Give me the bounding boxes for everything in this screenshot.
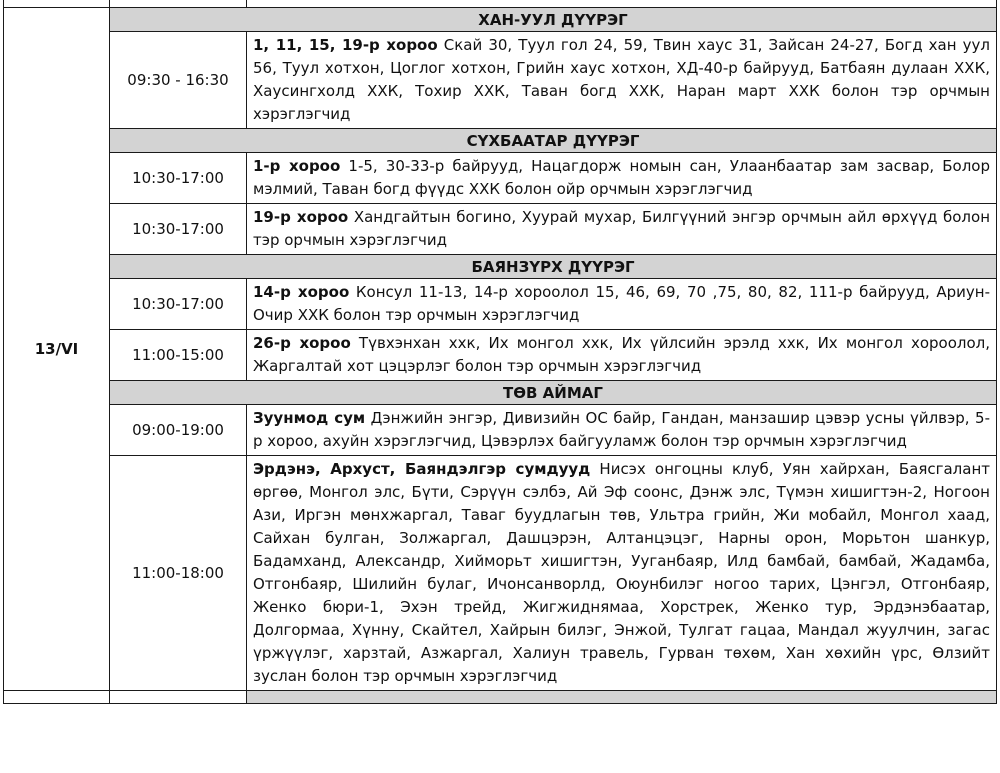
affected-area-description — [247, 330, 997, 381]
district-header-row — [4, 129, 997, 153]
district-header-row — [4, 255, 997, 279]
khoroo-label: Эрдэнэ, Архуст, Баяндэлгэр сумдууд — [253, 460, 591, 478]
previous-row-fragment — [4, 0, 997, 8]
khoroo-label: 19-р хороо — [253, 208, 349, 226]
khoroo-label: 26-р хороо — [253, 334, 351, 352]
khoroo-label: 14-р хороо — [253, 283, 350, 301]
affected-area-description — [247, 405, 997, 456]
district-header-row — [4, 381, 997, 405]
affected-consumers-text: Түвхэнхан ххк, Их монгол ххк, Их үйлсийн эрэлд ххк, Их монгол хороолол, Жаргалтай хот цэцэрлэг болон тэр орчмын хэрэглэгчид — [253, 334, 990, 375]
schedule-row — [4, 153, 997, 204]
district-header: СҮХБААТАР ДҮҮРЭГ — [110, 129, 997, 153]
time-range: 09:30 - 16:30 — [110, 32, 247, 129]
khoroo-label: Зуунмод сум — [253, 409, 366, 427]
affected-area-description — [247, 32, 997, 129]
khoroo-label: 1-р хороо — [253, 157, 341, 175]
schedule-row — [4, 405, 997, 456]
affected-area-description — [247, 204, 997, 255]
affected-area-description — [247, 279, 997, 330]
date-cell: 13/VI — [4, 8, 110, 691]
schedule-row — [4, 32, 997, 129]
affected-consumers-text: Консул 11-13, 14-р хороолол 15, 46, 69, 70 ,75, 80, 82, 111-р байрууд, Ариун-Очир ХХК болон тэр орчмын хэрэглэгчид — [253, 283, 990, 324]
district-header-row — [4, 8, 997, 32]
district-header: ТӨВ АЙМАГ — [110, 381, 997, 405]
schedule-row — [4, 330, 997, 381]
time-range: 09:00-19:00 — [110, 405, 247, 456]
schedule-row — [4, 204, 997, 255]
affected-consumers-text: Скай 30, Туул гол 24, 59, Твин хаус 31, Зайсан 24-27, Богд хан уул 56, Туул хотхон, Цоглог хотхон, Грийн хаус хотхон, ХД-40-р байрууд, Батбаян дулаан ХХК, Хаусингхолд ХХК, Тохир ХХК, Таван богд ХХК, Наран март ХХК болон тэр орчмын хэрэглэгчид — [253, 36, 990, 123]
time-range: 10:30-17:00 — [110, 153, 247, 204]
schedule-row — [4, 279, 997, 330]
affected-consumers-text: Нисэх онгоцны клуб, Уян хайрхан, Баясгалант өргөө, Монгол элс, Бүти, Сэрүүн сэлбэ, Ай Эф соонс, Дэнж элс, Түмэн хишигтэн-2, Ногоон Ази, Иргэн мөнхжаргал, Таваг буудлагын төв, Ультра грийн, Жи мобайл, Монгол хаад, Сайхан булган, Золжаргал, Дашцэрэн, Алтанцэцэг, Нарны орон, Морьтон шанкур, Бадамханд, Александр, Хийморьт хишигтэн, Ууганбаяр, Илд бамбай, бамбай, Жадамба, Отгонбаяр, Шилийн булаг, Ичонсанворлд, Оюунбилэг ногоо тарих, Цэнгэл, Отгонбаяр, Женко бюри-1, Эхэн трейд, Жигжиднямаа, Хорстрек, Женко тур, Эрдэнэбаатар, Долгормаа, Хүнну, Скайтел, Хайрын билэг, Энжой, Тулгат гацаа, Мандал жуулчин, загас үржүүлэг, харзтай, Азжаргал, Халиун травель, Гурван төхөм, Хан хөхийн үрс, Өлзийт зуслан болон тэр орчмын хэрэглэгчид — [253, 460, 991, 685]
district-header: ХАН-УУЛ ДҮҮРЭГ — [110, 8, 997, 32]
affected-consumers-text: Хандгайтын богино, Хуурай мухар, Билгүүний энгэр орчмын айл өрхүүд болон тэр орчмын хэрэглэгчид — [253, 208, 990, 249]
time-range: 11:00-15:00 — [110, 330, 247, 381]
time-range: 10:30-17:00 — [110, 279, 247, 330]
schedule-row — [4, 456, 997, 691]
outage-schedule-table — [3, 0, 997, 704]
next-row-fragment — [4, 691, 997, 704]
affected-area-description — [247, 153, 997, 204]
time-range: 10:30-17:00 — [110, 204, 247, 255]
affected-consumers-text: 1-5, 30-33-р байрууд, Нацагдорж номын сан, Улаанбаатар зам засвар, Болор мэлмий, Таван богд фүүдс ХХК болон ойр орчмын хэрэглэгчид — [253, 157, 991, 198]
time-range: 11:00-18:00 — [110, 456, 247, 691]
affected-consumers-text: Дэнжийн энгэр, Дивизийн ОС байр, Гандан, манзашир цэвэр усны үйлвэр, 5-р хороо, ахуйн хэрэглэгчид, Цэвэрлэх байгууламж болон тэр орчмын хэрэглэгчид — [253, 409, 990, 450]
khoroo-label: 1, 11, 15, 19-р хороо — [253, 36, 438, 54]
district-header: БАЯНЗҮРХ ДҮҮРЭГ — [110, 255, 997, 279]
affected-area-description — [247, 456, 997, 691]
